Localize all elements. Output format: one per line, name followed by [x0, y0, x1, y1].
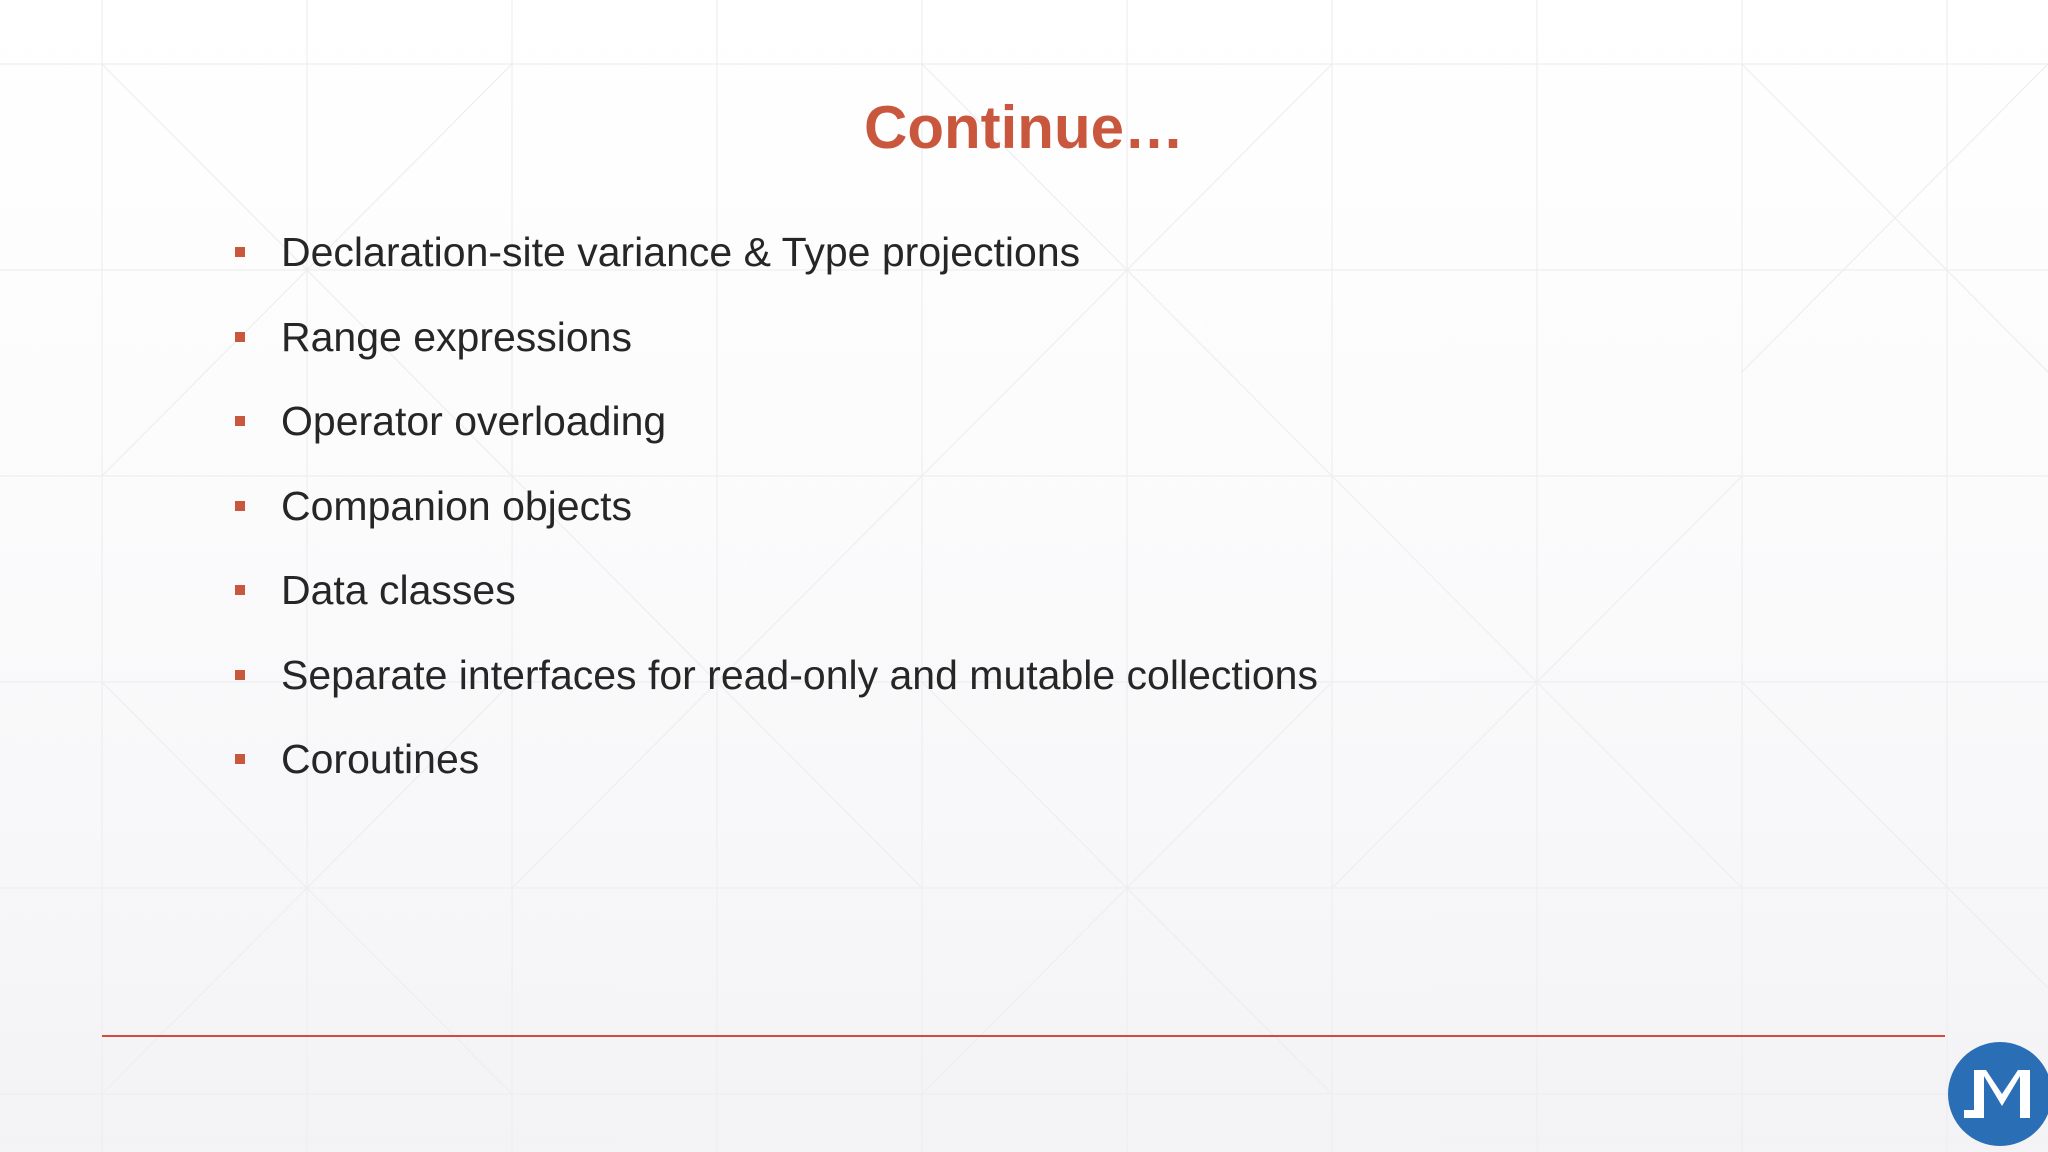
- bullet-text: Companion objects: [281, 482, 632, 529]
- bullet-text: Range expressions: [281, 313, 632, 360]
- bullet-square-icon: [235, 416, 245, 426]
- slide-title: Continue…: [864, 94, 1184, 161]
- list-item: [230, 548, 1318, 633]
- bullet-square-icon: [235, 670, 245, 680]
- bullet-list: [230, 210, 1318, 802]
- m-logo-icon: [1946, 1040, 2048, 1150]
- bullet-square-icon: [235, 332, 245, 342]
- bullet-text: Declaration-site variance & Type projections: [281, 229, 1081, 276]
- footer-divider: [102, 1035, 1945, 1037]
- list-item: [230, 464, 1318, 549]
- bullet-square-icon: [235, 585, 245, 595]
- list-item: [230, 717, 1318, 802]
- bullet-square-icon: [235, 501, 245, 511]
- bullet-text: Separate interfaces for read-only and mutable collections: [281, 651, 1318, 698]
- bullet-text: Operator overloading: [281, 398, 667, 445]
- bullet-text: Data classes: [281, 567, 516, 614]
- bullet-square-icon: [235, 754, 245, 764]
- list-item: [230, 210, 1318, 295]
- list-item: [230, 633, 1318, 718]
- bullet-text: Coroutines: [281, 736, 480, 783]
- list-item: [230, 295, 1318, 380]
- list-item: [230, 379, 1318, 464]
- bullet-square-icon: [235, 247, 245, 257]
